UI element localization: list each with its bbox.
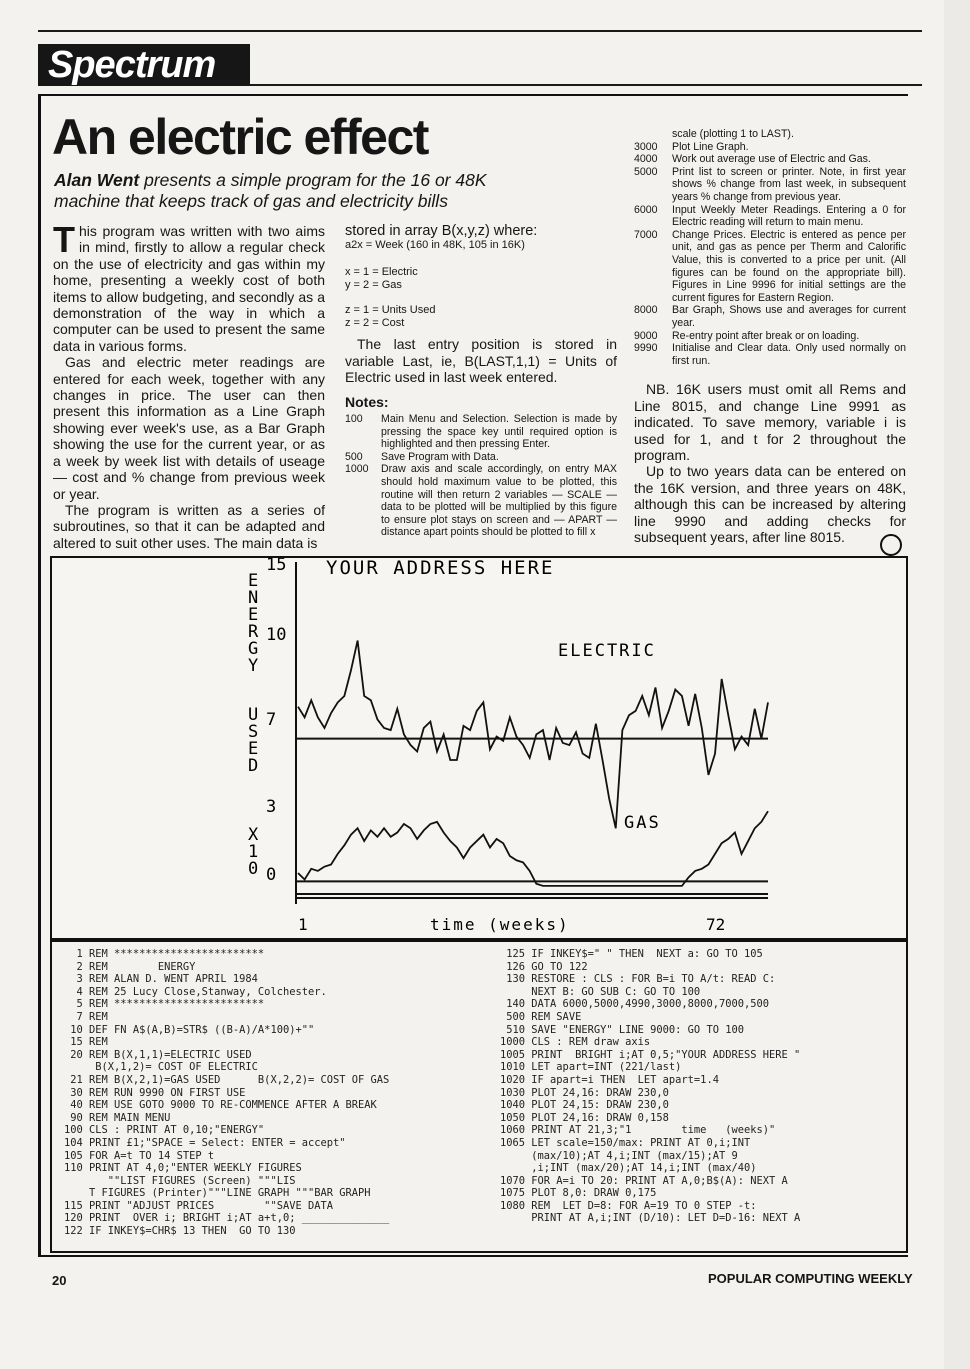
code-line: 1050 PLOT 24,16: DRAW 0,158 bbox=[500, 1111, 669, 1124]
code-line: 1 REM ************************ bbox=[64, 948, 265, 960]
code-line: 2 REM ENERGY bbox=[64, 960, 196, 973]
code-line: 21 REM B(X,2,1)=GAS USED B(X,2,2)= COST OF GAS bbox=[64, 1073, 390, 1086]
note-text: Plot Line Graph. bbox=[672, 140, 749, 153]
code-line: 1065 LET scale=150/max: PRINT AT 0,i;INT bbox=[500, 1136, 751, 1149]
chart-title: YOUR ADDRESS HERE bbox=[326, 558, 555, 579]
note-line-number: 9990 bbox=[634, 342, 658, 355]
y-label-letter: E bbox=[248, 739, 259, 759]
code-line: 1000 CLS : REM draw axis bbox=[500, 1036, 651, 1049]
code-line: 115 PRINT "ADJUST PRICES ""SAVE DATA bbox=[64, 1199, 333, 1212]
y-tick-label: 7 bbox=[266, 710, 277, 730]
code-line: 1080 REM LET D=8: FOR A=19 TO 0 STEP -t: bbox=[500, 1199, 757, 1212]
code-line: 1030 PLOT 24,16: DRAW 230,0 bbox=[500, 1086, 669, 1099]
listing-left bbox=[64, 948, 484, 1238]
code-line: 1020 IF apart=i THEN LET apart=1.4 bbox=[500, 1073, 719, 1086]
column-3 bbox=[634, 128, 906, 545]
code-line: 1005 PRINT BRIGHT i;AT 0,5;"YOUR ADDRESS HERE " bbox=[500, 1048, 801, 1061]
y-label-letter: D bbox=[248, 756, 259, 776]
code-line: NEXT B: GO SUB C: GO TO 100 bbox=[500, 985, 701, 998]
code-line: 20 REM B(X,1,1)=ELECTRIC USED bbox=[64, 1048, 252, 1061]
code-line: 105 FOR A=t TO 14 STEP t bbox=[64, 1149, 215, 1162]
code-line: 3 REM ALAN D. WENT APRIL 1984 bbox=[64, 973, 258, 986]
series-label-electric: ELECTRIC bbox=[558, 641, 656, 661]
code-line: 40 REM USE GOTO 9000 TO RE-COMMENCE AFTER A BREAK bbox=[64, 1099, 377, 1112]
code-line: 140 DATA 6000,5000,4990,3000,8000,7000,500 bbox=[500, 998, 769, 1011]
standfirst-text: presents a simple program for the 16 or 48K machine that keeps track of gas and electricity bills bbox=[54, 170, 487, 211]
column-2 bbox=[345, 223, 617, 539]
x-axis-label: time (weeks) bbox=[430, 915, 570, 934]
array-y: y = 2 = Gas bbox=[345, 279, 402, 292]
page-number: 20 bbox=[52, 1273, 67, 1288]
y-label-letter: G bbox=[248, 639, 259, 659]
code-line: 500 REM SAVE bbox=[500, 1010, 582, 1023]
note-text: scale (plotting 1 to LAST). bbox=[672, 128, 794, 140]
array-z2: z = 2 = Cost bbox=[345, 317, 405, 330]
y-label-letter: X bbox=[248, 825, 259, 845]
code-line: (max/10);AT 4,i;INT (max/15);AT 9 bbox=[500, 1149, 738, 1162]
end-mark-icon bbox=[880, 534, 902, 556]
series-line-gas bbox=[298, 811, 768, 886]
y-label-letter: 1 bbox=[248, 842, 259, 862]
column-1 bbox=[53, 219, 325, 551]
paragraph-3: The program is written as a series of subroutines, so that it can be adapted and altered to suit other uses. The main data is bbox=[53, 501, 325, 551]
code-line: ,i;INT (max/20);AT 14,i;INT (max/40) bbox=[500, 1162, 757, 1175]
y-tick-label: 3 bbox=[266, 797, 277, 817]
drop-cap: T bbox=[53, 219, 75, 260]
series-line-electric bbox=[298, 641, 768, 829]
code-line: 7 REM bbox=[64, 1010, 108, 1023]
code-line: 1070 FOR A=i TO 20: PRINT AT A,0;B$(A): NEXT A bbox=[500, 1174, 788, 1187]
code-line: 125 IF INKEY$=" " THEN NEXT a: GO TO 105 bbox=[500, 948, 763, 960]
code-line: 126 GO TO 122 bbox=[500, 960, 588, 973]
notes-list bbox=[345, 413, 617, 539]
paragraph-1: his program was written with two aims in mind, firstly to allow a regular check on the use of electricity and gas within my home, presenting a weekly cost of both items to allow budgeting, and secondly as a demonstration of the way in which a computer can be used to present the same data in various forms. bbox=[53, 223, 325, 354]
top-rule bbox=[38, 30, 922, 32]
code-line: PRINT AT A,i;INT (D/10): LET D=D-16: NEXT A bbox=[500, 1212, 801, 1225]
y-label-letter: N bbox=[248, 588, 259, 608]
code-line: 122 IF INKEY$=CHR$ 13 THEN GO TO 130 bbox=[64, 1225, 296, 1238]
note-text: Change Prices. Electric is entered as pence per unit, and gas as pence per Therm and Calorific Value, this is converted to a price per unit. (All figures can be found on the appropriate bill). Figures in Line 9996 for initial settings are the current figures for Eastern Region. bbox=[672, 228, 906, 304]
author: Alan Went bbox=[54, 170, 140, 190]
code-line: 104 PRINT £1;"SPACE = Select: ENTER = accept" bbox=[64, 1136, 346, 1149]
y-label-letter: E bbox=[248, 605, 259, 625]
note-line-number: 3000 bbox=[634, 140, 658, 153]
x-start-label: 1 bbox=[298, 915, 308, 934]
last-entry-text: The last entry position is stored in variable Last, ie, B(LAST,1,1) = Units of Electric used in last week entered. bbox=[345, 336, 617, 386]
code-line: 30 REM RUN 9990 ON FIRST USE bbox=[64, 1086, 246, 1099]
note-line-number: 7000 bbox=[634, 228, 658, 241]
code-line: 1010 LET apart=INT (221/last) bbox=[500, 1061, 682, 1074]
code-line: 4 REM 25 Lucy Close,Stanway, Colchester. bbox=[64, 985, 327, 998]
note-text: Save Program with Data. bbox=[381, 450, 499, 463]
code-line: 1075 PLOT 8,0: DRAW 0,175 bbox=[500, 1187, 657, 1200]
y-tick-label: 10 bbox=[266, 625, 287, 645]
code-line: 100 CLS : PRINT AT 0,10;"ENERGY" bbox=[64, 1124, 265, 1137]
note-text: Draw axis and scale accordingly, on entry MAX should hold maximum value to be plotted, this routine will then return 2 variables — SCALE — data to be plotted will be multiplied by this figure to ensure plot stays on screen and — APART — distance apart points should be plotted to fill x bbox=[381, 463, 617, 539]
code-line: 90 REM MAIN MENU bbox=[64, 1111, 171, 1124]
code-line: 1060 PRINT AT 21,3;"1 time (weeks)" bbox=[500, 1124, 776, 1137]
note-text: Work out average use of Electric and Gas. bbox=[672, 153, 871, 166]
magazine-name: POPULAR COMPUTING WEEKLY bbox=[708, 1271, 913, 1286]
paragraph-2: Gas and electric meter readings are entered for each week, together with any changes in price. The user can then present this information as a Line Graph showing ever week's use, as a Bar Graph showing the use for the current year, or as a week by week list with details of useage — cost and % change from previous week or year. bbox=[53, 354, 325, 502]
note-line-number: 9000 bbox=[634, 329, 658, 342]
note-line-number: 6000 bbox=[634, 203, 658, 216]
y-label-letter: 0 bbox=[248, 859, 259, 879]
page-edge bbox=[944, 0, 970, 1369]
note-text: Bar Graph, Shows use and averages for current year. bbox=[672, 304, 906, 329]
notes-heading: Notes: bbox=[345, 393, 389, 410]
note-line-number: 1000 bbox=[345, 463, 369, 476]
array-x: x = 1 = Electric bbox=[345, 266, 418, 279]
code-line: 130 RESTORE : CLS : FOR B=i TO A/t: READ C: bbox=[500, 973, 776, 986]
line-graph bbox=[52, 558, 906, 938]
note-line-number: 4000 bbox=[634, 153, 658, 166]
section-label: Spectrum bbox=[38, 44, 250, 86]
note-text: Initialise and Clear data. Only used normally on first run. bbox=[672, 342, 906, 367]
series-label-gas: GAS bbox=[624, 813, 661, 833]
y-label-letter: S bbox=[248, 722, 259, 742]
code-line: 10 DEF FN A$(A,B)=STR$ ((B-A)/A*100)+"" bbox=[64, 1023, 315, 1036]
nb-section bbox=[634, 381, 906, 545]
code-line: 510 SAVE "ENERGY" LINE 9000: GO TO 100 bbox=[500, 1023, 744, 1036]
array-z1: z = 1 = Units Used bbox=[345, 304, 436, 317]
note-line-number: 8000 bbox=[634, 304, 658, 317]
code-line: 15 REM bbox=[64, 1036, 108, 1049]
code-line: ""LIST FIGURES (Screen) """LIS bbox=[64, 1174, 296, 1187]
note-line-number: 100 bbox=[345, 413, 363, 426]
code-line: 110 PRINT AT 4,0;"ENTER WEEKLY FIGURES bbox=[64, 1162, 302, 1175]
x-end-label: 72 bbox=[706, 915, 726, 934]
y-label-letter: E bbox=[248, 571, 259, 591]
code-line: 120 PRINT OVER i; BRIGHT i;AT a+t,0; ______________ bbox=[64, 1212, 390, 1225]
y-label-letter: Y bbox=[248, 656, 259, 676]
nb-paragraph-2: Up to two years data can be entered on the 16K version, and three years on 48K, although this can be increased by altering line 9990 and adding checks for subsequent years, after line 8015. bbox=[634, 463, 906, 545]
y-tick-label: 0 bbox=[266, 865, 277, 885]
note-line-number: 5000 bbox=[634, 165, 658, 178]
note-text: Re-entry point after break or on loading. bbox=[672, 329, 860, 342]
array-week: a2x = Week (160 in 48K, 105 in 16K) bbox=[345, 239, 525, 252]
y-label-letter: U bbox=[248, 705, 259, 725]
code-line: 1040 PLOT 24,15: DRAW 230,0 bbox=[500, 1099, 669, 1112]
y-tick-label: 15 bbox=[266, 558, 287, 575]
listing-right bbox=[500, 948, 900, 1225]
section-rule bbox=[250, 84, 922, 86]
note-text: Input Weekly Meter Readings. Entering a 0 for Electric reading will return to main menu. bbox=[672, 203, 906, 229]
headline: An electric effect bbox=[52, 109, 428, 165]
note-text: Main Menu and Selection. Selection is made by pressing the space key until required option is highlighted and then pressing Enter. bbox=[381, 413, 617, 451]
notes-list-continued bbox=[634, 128, 906, 367]
note-line-number: 500 bbox=[345, 450, 363, 463]
note-text: Print list to screen or printer. Note, in first year shows % change from last week, in subsequent years % change from previous year. bbox=[672, 165, 906, 203]
standfirst bbox=[54, 170, 524, 212]
array-intro: stored in array B(x,y,z) where: bbox=[345, 223, 538, 239]
nb-paragraph-1: NB. 16K users must omit all Rems and Line 8015, and change Line 9991 as indicated. To save memory, variable i is used for 1, and t for 2 throughout the program. bbox=[634, 381, 906, 463]
code-line: T FIGURES (Printer)"""LINE GRAPH """BAR GRAPH bbox=[64, 1187, 371, 1200]
y-label-letter: R bbox=[248, 622, 259, 642]
note-line-number bbox=[634, 128, 672, 141]
code-line: B(X,1,2)= COST OF ELECTRIC bbox=[64, 1061, 258, 1074]
code-line: 5 REM ************************ bbox=[64, 998, 265, 1011]
